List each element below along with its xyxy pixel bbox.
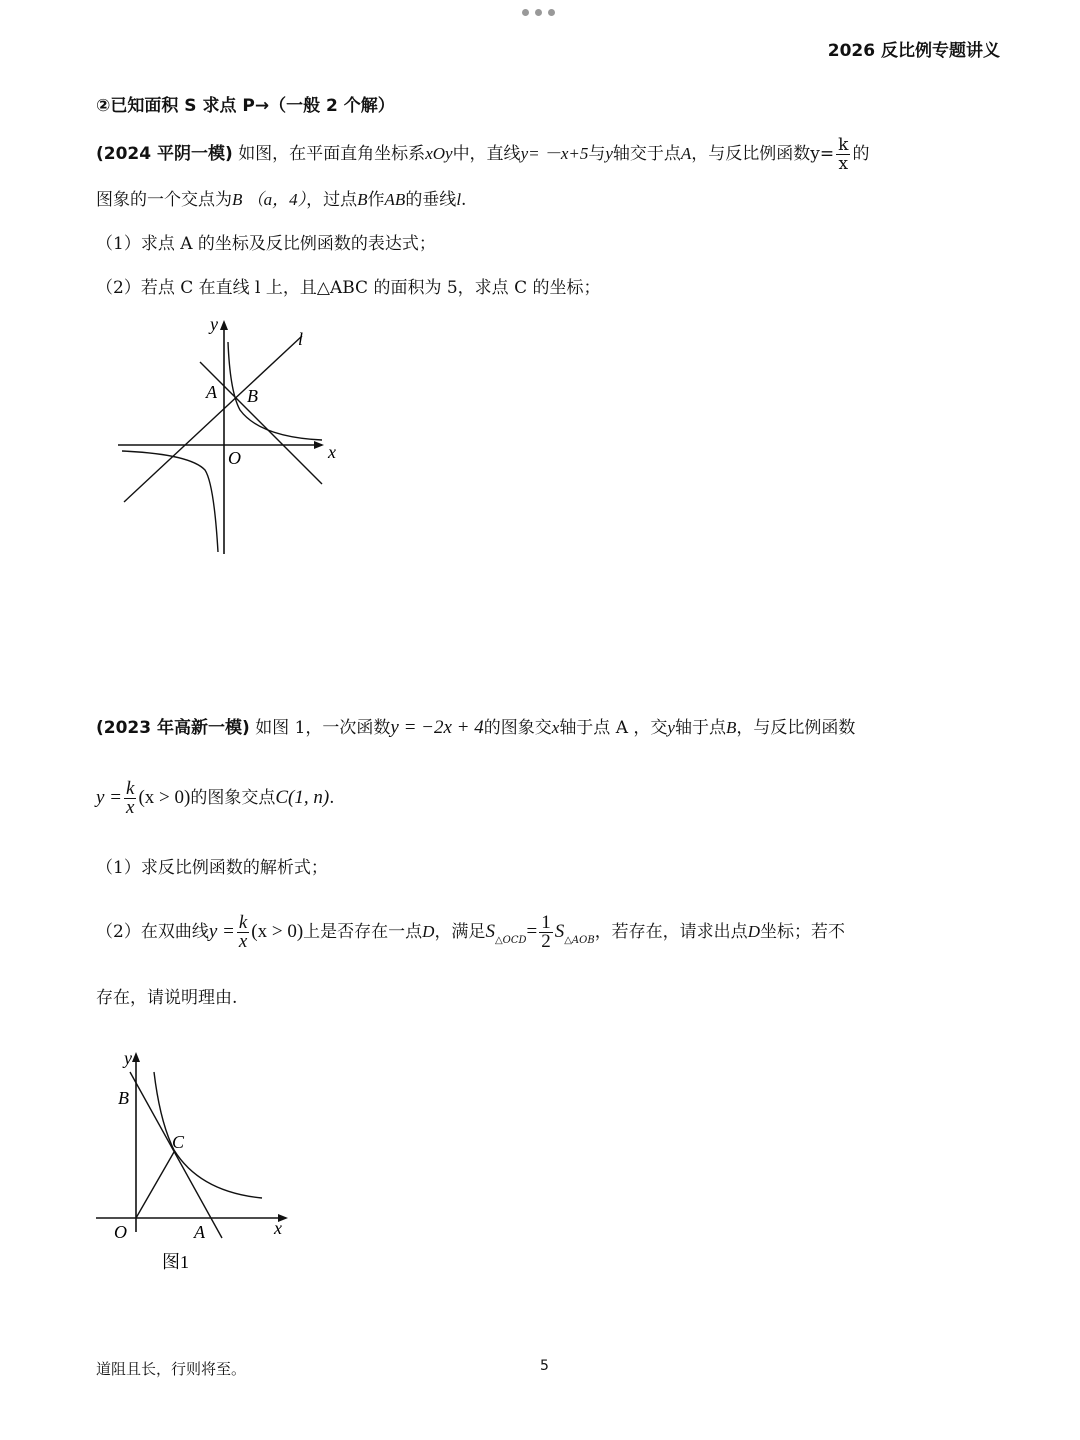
problem2-line2: y = $\frac{k}{x}$ (x > 0)的图象交点C(1, n). — [96, 778, 335, 818]
section-title: ②已知面积 S 求点 P→（一般 2 个解） — [96, 96, 395, 116]
problem1-line1: (2024 平阴一模) 如图，在平面直角坐标系xOy中，直线y= －x+5与y轴交于点A，与反比例函数y= $\frac{k}{x}$ 的 — [96, 135, 870, 174]
more-options-dots[interactable] — [522, 6, 562, 18]
fig2-caption: 图1 — [162, 1252, 189, 1272]
k-over-x-fraction-2: $\frac{k}{x}$ — [126, 778, 135, 818]
fig1-label-O: O — [228, 448, 241, 468]
problem1-question1: （1）求点 A 的坐标及反比例函数的表达式； — [96, 234, 436, 254]
problem2-source: (2023 年高新一模) — [96, 718, 250, 738]
problem2-question2-line1: （2）在双曲线y = $\frac{k}{x}$ (x > 0)上是否存在一点D，满足$S_{\triangle OCD}=$ $\frac{1}{2}$ $S_{\triangle AOB}$，若存在，请求出点D坐标；若不 — [96, 912, 845, 952]
problem1-line2: 图象的一个交点为B （a，4），过点B作AB的垂线l. — [96, 190, 467, 210]
fig2-label-O: O — [114, 1222, 127, 1242]
fig2-label-y: y — [124, 1048, 132, 1068]
k-over-x-fraction: $\frac{k}{x}$ — [838, 135, 849, 174]
page-header-title: 2026 反比例专题讲义 — [827, 41, 1000, 61]
problem2-question1: （1）求反比例函数的解析式； — [96, 858, 328, 878]
problem2-figure — [90, 1042, 310, 1282]
fig1-label-A: A — [206, 382, 217, 402]
fig1-label-B: B — [247, 386, 258, 406]
problem2-line1: (2023 年高新一模) 如图 1，一次函数y = −2x + 4的图象交x轴于点 A ，交y轴于点B，与反比例函数 — [96, 717, 856, 738]
fig1-label-y: y — [210, 314, 218, 334]
problem1-source: (2024 平阴一模) — [96, 144, 233, 164]
fig2-label-A: A — [194, 1222, 205, 1242]
fig1-label-l: l — [298, 329, 304, 349]
fig2-label-x: x — [274, 1218, 282, 1238]
page-number: 5 — [540, 1358, 549, 1374]
fig2-label-C: C — [172, 1132, 185, 1152]
fig1-label-x: x — [328, 442, 336, 462]
problem1-figure — [110, 312, 370, 562]
problem2-question2-line2: 存在，请说明理由. — [96, 988, 238, 1008]
footer-motto: 道阻且长，行则将至。 — [96, 1360, 247, 1378]
problem1-question2: （2）若点 C 在直线 l 上，且△ABC 的面积为 5，求点 C 的坐标； — [96, 278, 601, 298]
fig2-label-B: B — [118, 1088, 129, 1108]
